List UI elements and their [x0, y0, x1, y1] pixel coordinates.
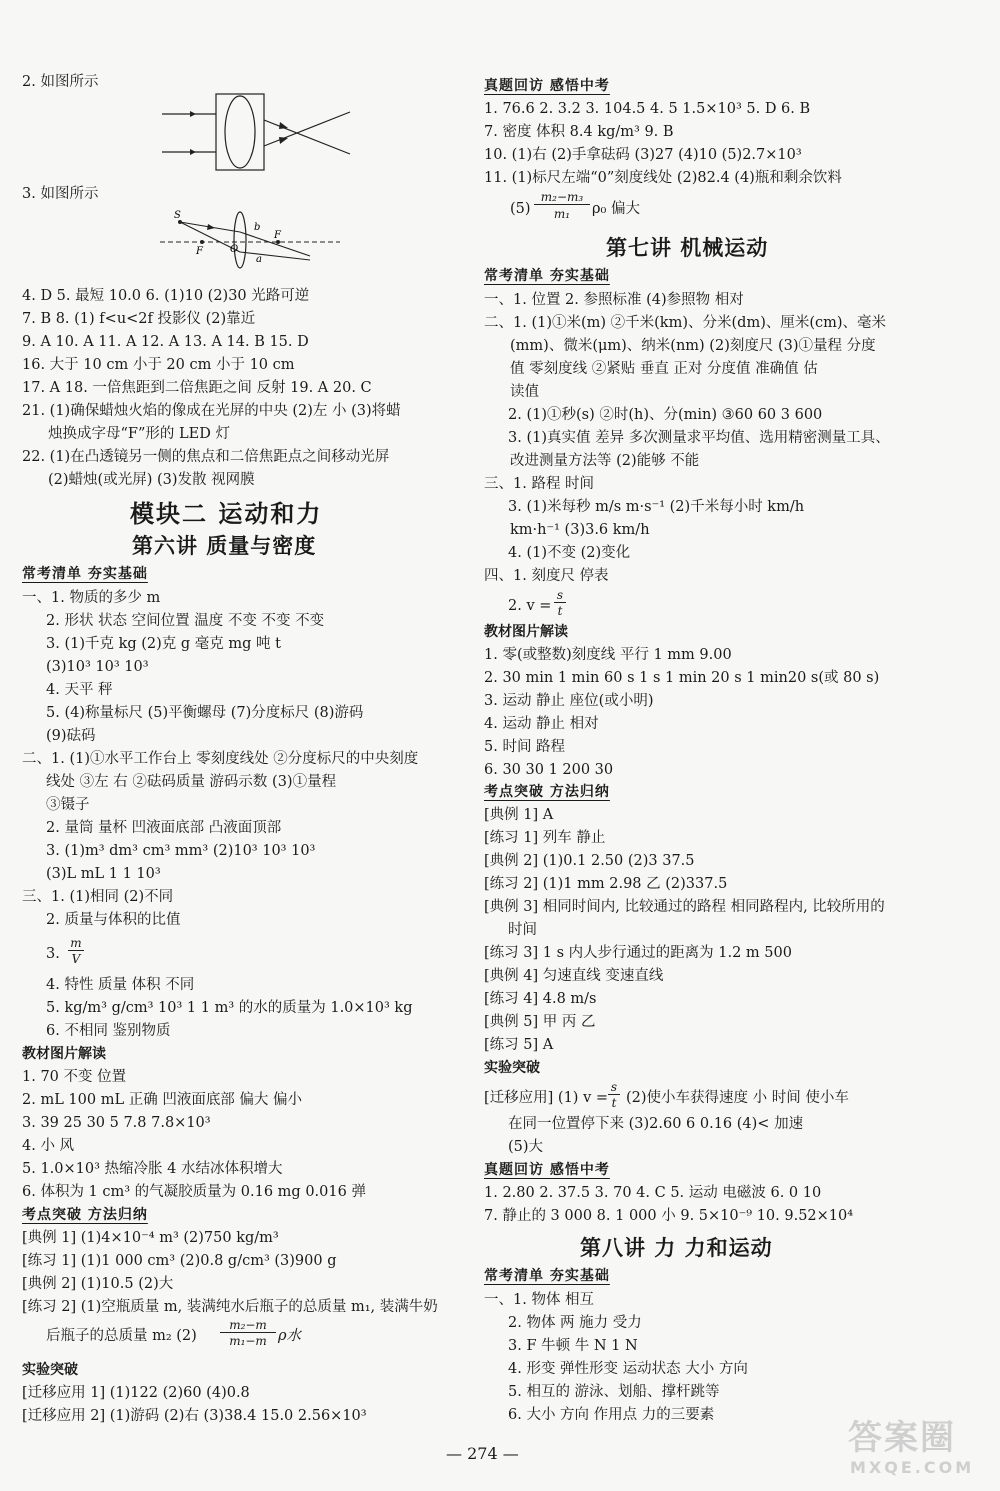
section-header: 教材图片解读 [484, 624, 568, 640]
answer-line: (2)蜡烛(或光屏) (3)发散 视网膜 [48, 472, 255, 488]
section-header: 常考清单 夯实基础 [22, 566, 148, 582]
section-header: 实验突破 [484, 1060, 540, 1076]
section-header: 考点突破 方法归纳 [484, 784, 610, 800]
answer-line: 3. 39 25 30 5 7.8 7.8×10³ [22, 1115, 211, 1131]
lens-diagram-1 [160, 92, 360, 174]
answer-line: [迁移应用 1] (1)122 (2)60 (4)0.8 [22, 1385, 250, 1401]
answer-line: 读值 [510, 384, 539, 400]
answer-line: (3)L mL 1 1 10³ [46, 866, 161, 882]
label-o: O [230, 244, 239, 255]
answer-line: 5. 1.0×10³ 热缩冷胀 4 水结冰体积增大 [22, 1161, 283, 1177]
answer-line: 4. 运动 静止 相对 [484, 716, 599, 732]
section-header: 常考清单 夯实基础 [484, 268, 610, 284]
answer-line: 四、1. 刻度尺 停表 [484, 568, 609, 584]
answer-line: 7. 密度 体积 8.4 kg/m³ 9. B [484, 124, 674, 140]
answer-line: 5. (4)称量标尺 (5)平衡螺母 (7)分度标尺 (8)游码 [46, 705, 364, 721]
answer-line: 2. 物体 两 施力 受力 [508, 1315, 642, 1331]
answer-line: 三、1. (1)相同 (2)不同 [22, 889, 174, 905]
answer-line: 2. mL 100 mL 正确 凹液面底部 偏大 偏小 [22, 1092, 303, 1108]
section-header: 真题回访 感悟中考 [484, 78, 610, 94]
answer-line: 3. (1)m³ dm³ cm³ mm³ (2)10³ 10³ 10³ [46, 843, 316, 859]
answer-line: [迁移应用 2] (1)游码 (2)右 (3)38.4 15.0 2.56×10³ [22, 1408, 367, 1424]
answer-line: 2. 如图所示 [22, 74, 99, 90]
answer-line: (3)10³ 10³ 10³ [46, 659, 149, 675]
answer-line: 3. (1)米每秒 m/s m·s⁻¹ (2)千米每小时 km/h [508, 499, 805, 515]
focal-point-left [200, 240, 204, 244]
answer-line: 21. (1)确保蜡烛火焰的像成在光屏的中央 (2)左 小 (3)将蜡 [22, 403, 401, 419]
lecture-title: 第七讲 机械运动 [606, 235, 769, 260]
answer-line: 线处 ③左 右 ②砝码质量 游码示数 (3)①量程 [46, 774, 337, 790]
answer-line: 在同一位置停下来 (3)2.60 6 0.16 (4)< 加速 [508, 1116, 804, 1132]
answer-line: 9. A 10. A 11. A 12. A 13. A 14. B 15. D [22, 334, 309, 350]
answer-line: [练习 2] (1)空瓶质量 m, 装满纯水后瓶子的总质量 m₁, 装满牛奶 [22, 1299, 438, 1315]
answer-line: 值 零刻度线 ②紧贴 垂直 正对 分度值 准确值 估 [510, 361, 818, 377]
module-title: 模块二 运动和力 [130, 499, 323, 528]
answer-line: 6. 30 30 1 200 30 [484, 762, 614, 778]
answer-line: [典例 2] (1)10.5 (2)大 [22, 1276, 174, 1292]
answer-line: 1. 70 不变 位置 [22, 1069, 127, 1085]
answer-line: 5. 相互的 游泳、划船、撑杆跳等 [508, 1384, 720, 1400]
convex-lens [234, 212, 246, 268]
answer-line: 6. 不相同 鉴别物质 [46, 1023, 171, 1039]
answer-line: 3. (1)千克 kg (2)克 g 毫克 mg 吨 t [46, 636, 281, 652]
refracted-ray-top [264, 120, 350, 154]
answer-line: km·h⁻¹ (3)3.6 km/h [510, 522, 650, 538]
answer-line: (mm)、微米(μm)、纳米(nm) (2)刻度尺 (3)①量程 分度 [510, 338, 876, 354]
section-header: 实验突破 [22, 1362, 78, 1378]
answer-line: 11. (1)标尺左端“0”刻度线处 (2)82.4 (4)瓶和剩余饮料 [484, 170, 842, 186]
section-header: 考点突破 方法归纳 [22, 1207, 148, 1223]
label-b: b [254, 222, 261, 233]
answer-line: 1. 零(或整数)刻度线 平行 1 mm 9.00 [484, 647, 732, 663]
answer-line: 一、1. 位置 2. 参照标准 (4)参照物 相对 [484, 292, 744, 308]
fraction-line: 后瓶子的总质量 m₂ (2) m₂−m m₁−m ρ水 [46, 1318, 302, 1348]
answer-line: (5)大 [508, 1139, 544, 1155]
answer-line: 4. (1)不变 (2)变化 [508, 545, 631, 561]
answer-line: [练习 4] 4.8 m/s [484, 991, 597, 1007]
fraction-line: [迁移应用] (1) v = s t (2)使小车获得速度 小 时间 使小车 [484, 1080, 849, 1110]
answer-line: 二、1. (1)①米(m) ②千米(km)、分米(dm)、厘米(cm)、毫米 [484, 315, 887, 331]
lecture-title: 第六讲 质量与密度 [132, 533, 317, 558]
lecture-title: 第八讲 力 力和运动 [580, 1235, 773, 1260]
answer-line: 4. 小 风 [22, 1138, 75, 1154]
section-header: 真题回访 感悟中考 [484, 1162, 610, 1178]
answer-line: 4. 形变 弹性形变 运动状态 大小 方向 [508, 1361, 748, 1377]
answer-line: 10. (1)右 (2)手拿砝码 (3)27 (4)10 (5)2.7×10³ [484, 147, 802, 163]
answer-line: 3. F 牛顿 牛 N 1 N [508, 1338, 638, 1354]
ray-a [240, 252, 310, 260]
lens-box [216, 94, 264, 170]
answer-line: 1. 76.6 2. 3.2 3. 104.5 4. 5 1.5×10³ 5. D 6. B [484, 101, 811, 117]
answer-line: 3. 运动 静止 座位(或小明) [484, 693, 654, 709]
answer-line: 4. D 5. 最短 10.0 6. (1)10 (2)30 光路可逆 [22, 288, 310, 304]
answer-line: 一、1. 物体 相互 [484, 1292, 595, 1308]
answer-line: 4. 天平 秤 [46, 682, 113, 698]
answer-line: 17. A 18. 一倍焦距到二倍焦距之间 反射 19. A 20. C [22, 380, 372, 396]
answer-line: 1. 2.80 2. 37.5 3. 70 4. C 5. 运动 电磁波 6. 0 10 [484, 1185, 822, 1201]
page-number: — 274 — [446, 1444, 519, 1463]
answer-line: 5. kg/m³ g/cm³ 10³ 1 1 m³ 的水的质量为 1.0×10³ kg [46, 1000, 413, 1016]
answer-line: 时间 [508, 922, 537, 938]
label-a: a [256, 254, 262, 265]
answer-line: 2. (1)①秒(s) ②时(h)、分(min) ③60 60 3 600 [508, 407, 823, 423]
answer-line: [练习 3] 1 s 内人步行通过的距离为 1.2 m 500 [484, 945, 792, 961]
answer-line: 二、1. (1)①水平工作台上 零刻度线处 ②分度标尺的中央刻度 [22, 751, 419, 767]
answer-line: 2. 质量与体积的比值 [46, 912, 181, 928]
fraction-line: 2. v = s t [508, 588, 628, 622]
answer-line: [练习 5] A [484, 1037, 554, 1053]
answer-line: [典例 5] 甲 丙 乙 [484, 1014, 596, 1030]
answer-line: 烛换成字母“F”形的 LED 灯 [48, 426, 230, 442]
answer-line: 2. 量筒 量杯 凹液面底部 凸液面顶部 [46, 820, 282, 836]
answer-line: 三、1. 路程 时间 [484, 476, 595, 492]
answer-line: 2. 30 min 1 min 60 s 1 s 1 min 20 s 1 min20 s(或 80 s) [484, 670, 880, 686]
answer-line: [典例 1] (1)4×10⁻⁴ m³ (2)750 kg/m³ [22, 1230, 279, 1246]
answer-line: 6. 大小 方向 作用点 力的三要素 [508, 1407, 715, 1423]
answer-line: 16. 大于 10 cm 小于 20 cm 小于 10 cm [22, 357, 295, 373]
answer-line: 7. 静止的 3 000 8. 1 000 小 9. 5×10⁻⁹ 10. 9.52×10⁴ [484, 1208, 854, 1224]
answer-line: [典例 3] 相同时间内, 比较通过的路程 相同路程内, 比较所用的 [484, 899, 885, 915]
section-header: 常考清单 夯实基础 [484, 1268, 610, 1284]
section-header: 教材图片解读 [22, 1046, 106, 1062]
answer-line: 4. 特性 质量 体积 不同 [46, 977, 195, 993]
answer-line: 3. 如图所示 [22, 186, 99, 202]
answer-line: [典例 2] (1)0.1 2.50 (2)3 37.5 [484, 853, 695, 869]
answer-line: 改进测量方法等 (2)能够 不能 [510, 453, 700, 469]
answer-line: 7. B 8. (1) f<u<2f 投影仪 (2)靠近 [22, 311, 256, 327]
answer-line: 2. 形状 状态 空间位置 温度 不变 不变 不变 [46, 613, 325, 629]
label-f-left: F [196, 246, 203, 257]
answer-line: 6. 体积为 1 cm³ 的气凝胶质量为 0.16 mg 0.016 弹 [22, 1184, 366, 1200]
answer-line: ③镊子 [46, 797, 90, 813]
answer-line: [典例 4] 匀速直线 变速直线 [484, 968, 664, 984]
answer-line: [典例 1] A [484, 807, 554, 823]
fraction-line: (5) m₂−m₃ m₁ ρ₀ 偏大 [510, 190, 640, 221]
answer-line: (9)砝码 [46, 728, 96, 744]
label-f-right: F [274, 230, 281, 241]
answer-line: 5. 时间 路程 [484, 739, 566, 755]
answer-line: [练习 2] (1)1 mm 2.98 乙 (2)337.5 [484, 876, 728, 892]
answer-line: [练习 1] 列车 静止 [484, 830, 606, 846]
answer-line: [练习 1] (1)1 000 cm³ (2)0.8 g/cm³ (3)900 g [22, 1253, 337, 1269]
answer-line: 3. (1)真实值 差异 多次测量求平均值、选用精密测量工具、 [508, 430, 890, 446]
lens-diagram-2 [160, 208, 340, 274]
refracted-ray-bottom [264, 112, 350, 146]
concave-lens [225, 96, 255, 168]
label-s: S [174, 210, 181, 221]
answer-line: 22. (1)在凸透镜另一侧的焦点和二倍焦距点之间移动光屏 [22, 449, 390, 465]
answer-line: 一、1. 物质的多少 m [22, 590, 161, 606]
